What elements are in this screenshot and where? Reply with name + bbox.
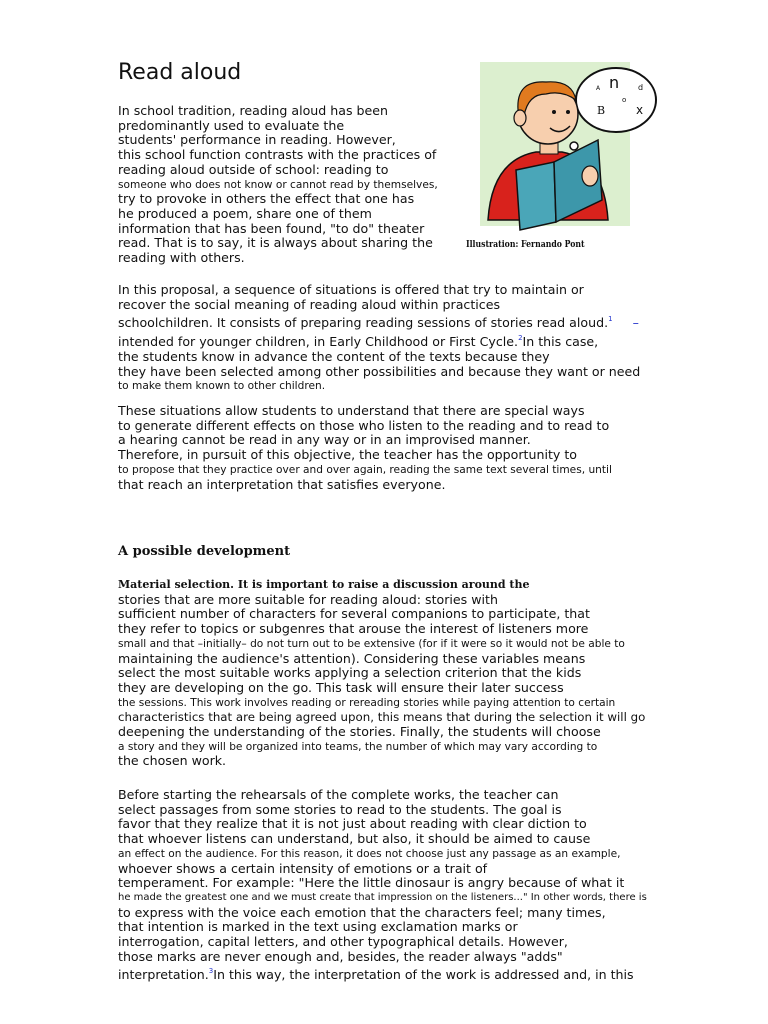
rehearsal-paragraph [118,788,647,983]
text-line: favor that they realize that it is not just about reading with clear diction to [118,816,587,832]
text-line: temperament. For example: "Here the little dinosaur is angry because of what it [118,875,625,891]
text-segment: schoolchildren. It consists of preparing reading sessions of stories read aloud. [118,315,609,331]
text-line: to propose that they practice over and over again, reading the same text several times, until [118,463,612,476]
svg-text:B: B [597,104,606,117]
text-line: try to provoke in others the effect that one has [118,191,415,207]
text-line: they are developing on the go. This task will ensure their later success [118,679,564,695]
text-line: small and that –initially– do not turn out to be extensive (for if it were so it would not be able to [118,637,625,650]
situations-paragraph [118,404,612,492]
text-line: they have been selected among other possibilities and because they want or need [118,363,641,379]
text-line: an effect on the audience. For this reason, it does not choose just any passage as an example, [118,847,621,860]
text-line: they refer to topics or subgenres that arouse the interest of listeners more [118,621,589,637]
text-line: sufficient number of characters for several companions to participate, that [118,606,590,622]
svg-text:o: o [622,96,627,104]
footnote-dash: – [632,315,639,331]
text-line: reading with others. [118,250,245,266]
text-line: that whoever listens can understand, but also, it should be aimed to cause [118,831,591,847]
intro-paragraph [118,104,438,266]
proposal-paragraph [118,283,640,394]
text-line: someone who does not know or cannot read by themselves, [118,178,438,191]
text-line: select passages from some stories to read to the students. The goal is [118,801,562,817]
footnote-link-1[interactable]: 1 [608,315,613,324]
footnote-link-2[interactable]: 2 [518,334,523,343]
text-line: the students know in advance the content of the texts because they [118,348,550,364]
material-selection-paragraph [118,578,645,769]
text-line: to generate different effects on those who listen to the reading and to read to [118,417,610,433]
text-line: Therefore, in pursuit of this objective, the teacher has the opportunity to [118,447,577,463]
text-line: information that has been found, "to do" theater [118,220,425,236]
footnote-link-3[interactable]: 3 [208,967,214,976]
text-line: Before starting the rehearsals of the complete works, the teacher can [118,787,559,802]
text-line: stories that are more suitable for reading aloud: stories with [118,591,498,607]
text-line: that intention is marked in the text using exclamation marks or [118,919,518,935]
text-line: In this proposal, a sequence of situations is offered that try to maintain or [118,282,584,297]
svg-text:n: n [609,73,620,92]
text-line: to make them known to other children. [118,380,326,393]
text-line: a hearing cannot be read in any way or in an improvised manner. [118,432,531,448]
text-line: recover the social meaning of reading aloud within practices [118,296,500,312]
svg-text:x: x [636,103,644,117]
text-line: the chosen work. [118,753,227,769]
section-heading: A possible development [118,544,291,559]
text-line: he made the greatest one and we must create that impression on the listeners..." In other words, there is [118,891,647,903]
text-line: that reach an interpretation that satisfies everyone. [118,476,446,492]
text-segment: In this way, the interpretation of the work is addressed and, in this [213,967,634,983]
text-line [118,331,640,350]
text-line: interrogation, capital letters, and other typographical details. However, [118,934,568,950]
text-line: characteristics that are being agreed upon, this means that during the selection it will go [118,710,646,725]
text-line: In school tradition, reading aloud has been [118,103,389,118]
text-line: predominantly used to evaluate the [118,117,345,133]
text-line: deepening the understanding of the stories. Finally, the students will choose [118,724,601,740]
text-line: to express with the voice each emotion that the characters feel; many times, [118,904,606,920]
boy-reading-book-illustration [466,60,672,236]
svg-text:d: d [638,83,644,92]
illustration-caption: Illustration: Fernando Pont [466,240,585,250]
page-title: Read aloud [118,60,242,85]
text-line [118,964,647,983]
text-line: maintaining the audience's attention). Considering these variables means [118,650,586,666]
svg-text:A: A [596,85,601,92]
text-segment: In this case, [522,334,599,350]
text-line: These situations allow students to understand that there are special ways [118,403,585,418]
text-line: whoever shows a certain intensity of emotions or a trait of [118,860,488,876]
text-line: read. That is to say, it is always about sharing the [118,235,433,251]
text-segment: intended for younger children, in Early Childhood or First Cycle. [118,334,519,350]
text-line: this school function contrasts with the practices of [118,147,437,163]
text-line [118,312,640,331]
text-line: students' performance in reading. However, [118,132,396,148]
text-line: select the most suitable works applying a selection criterion that the kids [118,665,582,681]
material-subheading: Material selection. It is important to raise a discussion around the [118,578,530,591]
text-line: those marks are never enough and, besides, the reader always "adds" [118,948,563,964]
text-line: the sessions. This work involves reading or rereading stories while paying attention to certain [118,696,616,709]
text-line: reading aloud outside of school: reading to [118,161,389,177]
text-segment: interpretation. [118,967,209,983]
text-line: he produced a poem, share one of them [118,205,372,221]
text-line: a story and they will be organized into teams, the number of which may vary according to [118,740,598,753]
